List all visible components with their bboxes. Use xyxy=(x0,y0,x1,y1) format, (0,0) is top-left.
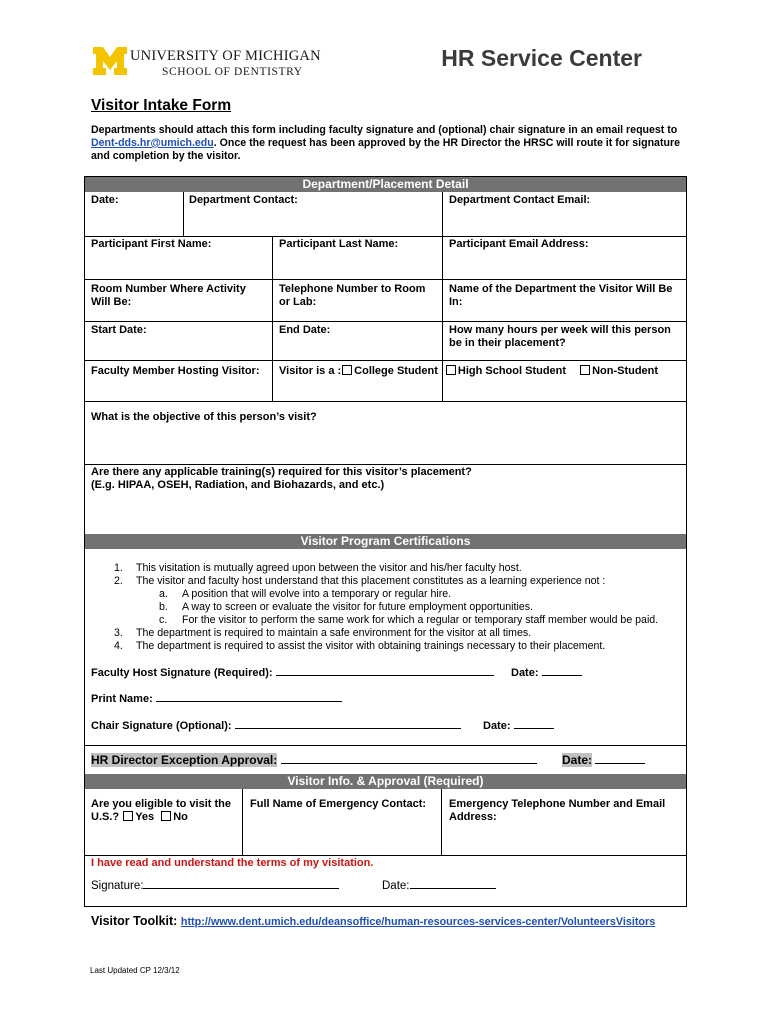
visitor-department-field[interactable]: Name of the Department the Visitor Will Be In: xyxy=(449,283,673,308)
visitor-info-section-header: Visitor Info. & Approval (Required) xyxy=(85,774,686,789)
chair-signature-field[interactable] xyxy=(91,718,461,733)
print-name-label: Print Name: xyxy=(91,693,153,705)
eligibility-question: Are you eligible to visit the U.S.? xyxy=(91,798,231,823)
terms-acknowledgement: I have read and understand the terms of my visitation. xyxy=(91,857,374,869)
intro-before: Departments should attach this form including faculty signature and (optional) chair signature in an email request to xyxy=(91,124,678,136)
cert-item-number: 4. xyxy=(114,640,123,652)
university-logo xyxy=(92,45,321,81)
visitor-type-label: Visitor is a : xyxy=(279,365,342,377)
training-question-line1: Are there any applicable training(s) required for this visitor’s placement? xyxy=(91,466,472,478)
intro-text xyxy=(91,124,691,163)
date-label: Date: xyxy=(382,880,410,892)
signature-label: Signature: xyxy=(91,880,144,892)
cert-item-text: For the visitor to perform the same work for which a regular or temporary staff member would be paid. xyxy=(182,614,659,626)
date-label: Date: xyxy=(562,753,593,767)
faculty-host-signature-field[interactable] xyxy=(91,665,494,680)
visitor-date-field[interactable] xyxy=(382,878,496,893)
cert-item-number: a. xyxy=(159,588,168,600)
hr-director-approval-field[interactable] xyxy=(91,753,537,767)
eligible-yes-checkbox[interactable] xyxy=(123,811,133,821)
visitor-toolkit-link[interactable]: http://www.dent.umich.edu/deansoffice/human-resources-services-center/VolunteersVisitors xyxy=(180,916,656,928)
eligible-no-label: No xyxy=(173,811,188,823)
logo-school-text: SCHOOL OF DENTISTRY xyxy=(162,66,303,78)
college-student-checkbox[interactable] xyxy=(342,365,352,375)
start-date-field[interactable]: Start Date: xyxy=(91,324,147,336)
hours-per-week-field[interactable]: How many hours per week will this person be in their placement? xyxy=(449,324,671,349)
emergency-phone-email-field[interactable]: Emergency Telephone Number and Email Address: xyxy=(449,798,666,823)
faculty-host-field[interactable]: Faculty Member Hosting Visitor: xyxy=(91,365,260,377)
print-name-field[interactable] xyxy=(91,691,342,706)
date-label: Date: xyxy=(483,720,511,732)
non-student-checkbox[interactable] xyxy=(580,365,590,375)
room-telephone-field[interactable]: Telephone Number to Room or Lab: xyxy=(279,283,426,308)
non-student-label: Non-Student xyxy=(592,365,659,377)
end-date-field[interactable]: End Date: xyxy=(279,324,331,336)
hr-director-approval-label: HR Director Exception Approval: xyxy=(91,753,278,767)
room-number-field[interactable]: Room Number Where Activity Will Be: xyxy=(91,283,246,308)
department-contact-email-field[interactable]: Department Contact Email: xyxy=(449,194,591,206)
intro-after: . Once the request has been approved by the HR Director the HRSC will route it for signature and completion by the visitor. xyxy=(91,137,680,162)
date-field[interactable]: Date: xyxy=(91,194,119,206)
participant-email-field[interactable]: Participant Email Address: xyxy=(449,238,589,250)
faculty-signature-date-field[interactable] xyxy=(511,665,582,680)
logo-university-text: UNIVERSITY OF MICHIGAN xyxy=(130,48,321,64)
eligible-no-checkbox[interactable] xyxy=(161,811,171,821)
hr-approval-date-field[interactable] xyxy=(562,753,645,767)
participant-first-name-field[interactable]: Participant First Name: xyxy=(91,238,212,250)
certifications-section-header: Visitor Program Certifications xyxy=(85,534,686,549)
department-contact-field[interactable]: Department Contact: xyxy=(189,194,298,206)
high-school-student-checkbox[interactable] xyxy=(446,365,456,375)
form-title: Visitor Intake Form xyxy=(91,97,232,114)
cert-item-number: 3. xyxy=(114,627,123,639)
visitor-signature-field[interactable] xyxy=(91,878,339,893)
visitor-toolkit xyxy=(91,914,655,928)
eligible-yes-label: Yes xyxy=(135,811,155,823)
participant-last-name-field[interactable]: Participant Last Name: xyxy=(279,238,399,250)
cert-item-text: The visitor and faculty host understand that this placement constitutes as a learning experience not : xyxy=(136,575,606,587)
visit-objective-field[interactable]: What is the objective of this person’s visit? xyxy=(91,411,317,423)
visitor-type-group xyxy=(279,365,658,378)
high-school-student-label: High School Student xyxy=(457,365,567,377)
cert-item-number: 2. xyxy=(114,575,123,587)
emergency-contact-name-field[interactable]: Full Name of Emergency Contact: xyxy=(250,798,427,810)
visitor-intake-form xyxy=(84,176,687,907)
cert-item-text: A position that will evolve into a temporary or regular hire. xyxy=(182,588,452,600)
department-section-header: Department/Placement Detail xyxy=(85,177,686,192)
last-updated-note: Last Updated CP 12/3/12 xyxy=(90,966,180,975)
eligibility-field xyxy=(91,798,241,824)
chair-signature-label: Chair Signature (Optional): xyxy=(91,720,232,732)
training-question-line2: (E.g. HIPAA, OSEH, Radiation, and Biohazards, and etc.) xyxy=(91,479,385,491)
cert-item-number: c. xyxy=(159,614,168,626)
cert-item-text: The department is required to assist the visitor with obtaining trainings necessary to their placement. xyxy=(136,640,606,652)
cert-item-number: b. xyxy=(159,601,168,613)
college-student-label: College Student xyxy=(354,365,438,377)
page-title: HR Service Center xyxy=(441,45,642,71)
cert-item-text: A way to screen or evaluate the visitor for future employment opportunities. xyxy=(182,601,533,613)
cert-item-text: The department is required to maintain a safe environment for the visitor at all times. xyxy=(136,627,532,639)
faculty-host-signature-label: Faculty Host Signature (Required): xyxy=(91,667,273,679)
cert-item-text: This visitation is mutually agreed upon between the visitor and his/her faculty host. xyxy=(136,562,522,574)
visitor-toolkit-label: Visitor Toolkit: xyxy=(91,914,178,928)
block-m-logo-icon xyxy=(92,45,128,77)
date-label: Date: xyxy=(511,667,539,679)
hr-email-link[interactable]: Dent-dds.hr@umich.edu xyxy=(91,137,214,149)
chair-signature-date-field[interactable] xyxy=(483,718,554,733)
cert-item-number: 1. xyxy=(114,562,123,574)
